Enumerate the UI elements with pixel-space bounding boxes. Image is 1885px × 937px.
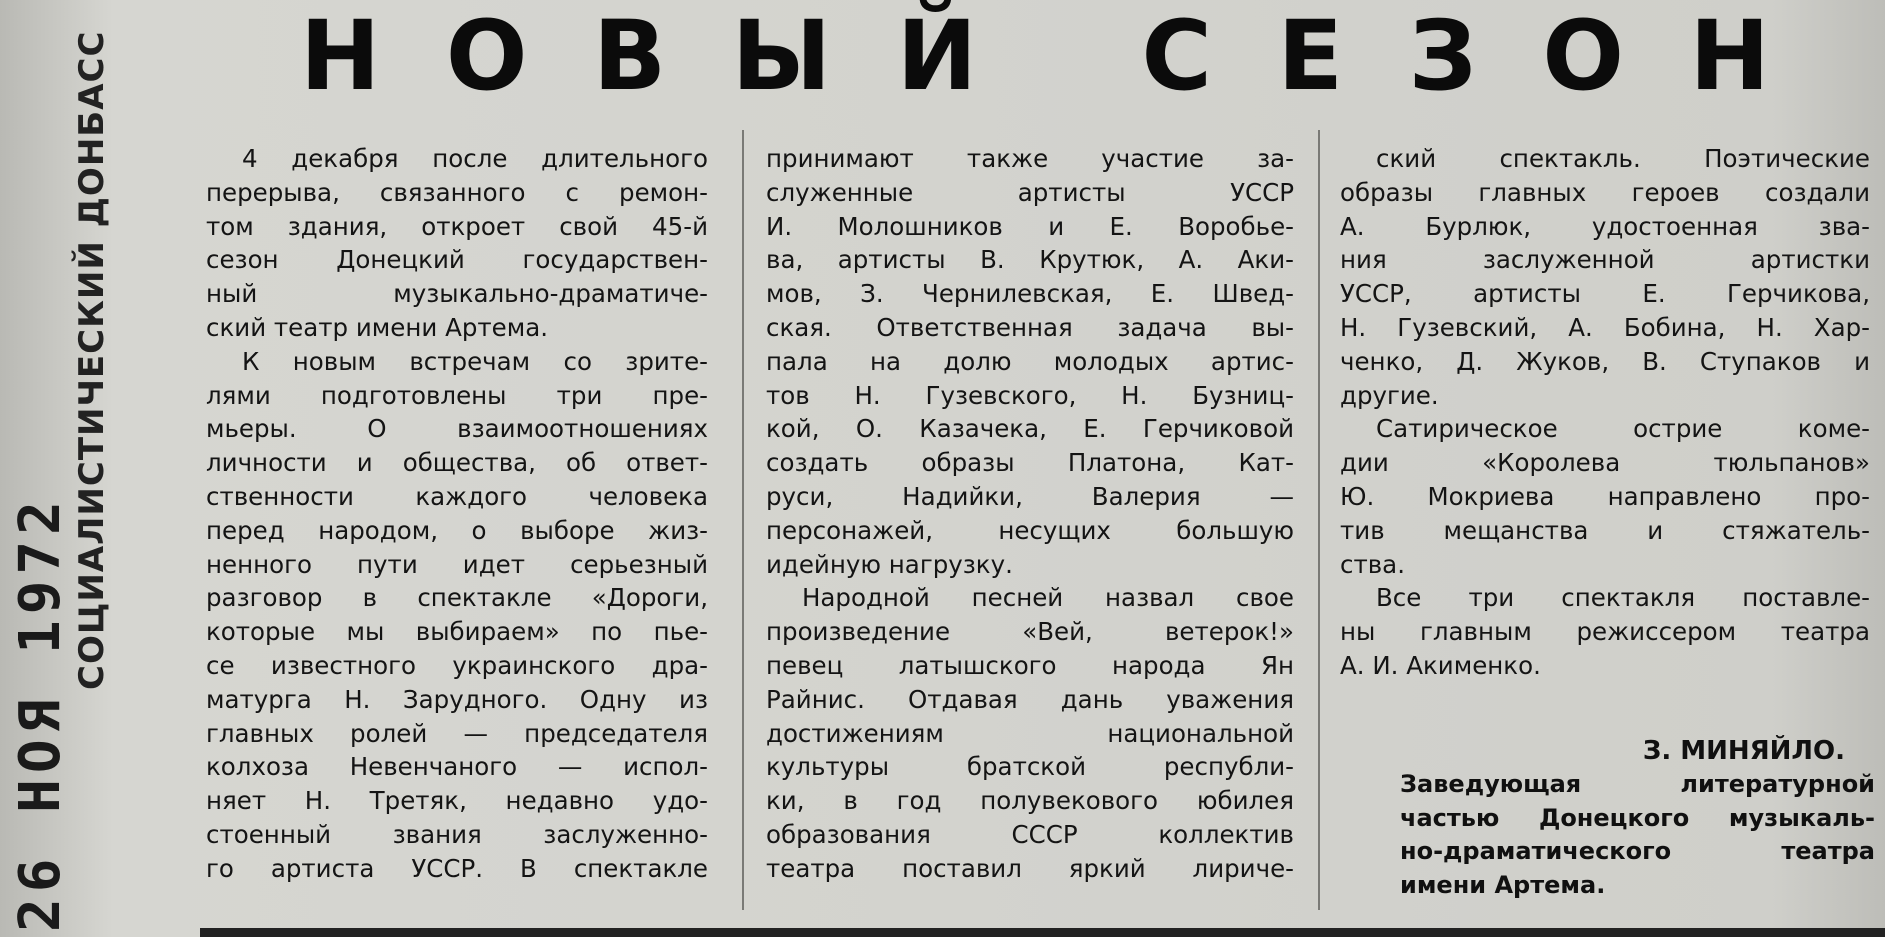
- author-role-line: имени Артема.: [1400, 870, 1606, 899]
- article-line: ченко, Д. Жуков, В. Ступаков и: [1340, 346, 1870, 376]
- author-name: З. МИНЯЙЛО.: [1642, 736, 1845, 766]
- article-line: мов, З. Чернилевская, Е. Швед-: [766, 279, 1294, 309]
- article-line: тив мещанства и стяжатель-: [1340, 515, 1870, 545]
- article-line: перед народом, о выборе жиз-: [206, 515, 708, 545]
- article-line: Все три спектакля поставле-: [1376, 583, 1870, 613]
- headline-letter: Н: [300, 0, 381, 112]
- article-line: А. И. Акименко.: [1340, 650, 1541, 680]
- article-line: ный музыкально-драматиче-: [206, 279, 708, 309]
- article-headline: [300, 0, 1770, 112]
- article-line: персонажей, несущих большую: [766, 515, 1294, 545]
- headline-letter: В: [593, 0, 667, 112]
- headline-letter: Н: [1689, 0, 1770, 112]
- article-line: И. Молошников и Е. Воробье-: [766, 211, 1294, 241]
- article-line: ская. Ответственная задача вы-: [766, 312, 1294, 342]
- article-line: дии «Королева тюльпанов»: [1340, 448, 1870, 478]
- article-line: тов Н. Гузевского, Н. Бузниц-: [766, 380, 1294, 410]
- article-line: ва, артисты В. Крутюк, А. Аки-: [766, 245, 1294, 275]
- article-line: Райнис. Отдавая дань уважения: [766, 684, 1294, 714]
- headline-letter: О: [445, 0, 528, 112]
- article-line: ский спектакль. Поэтические: [1376, 144, 1870, 173]
- article-line: колхоза Невенчаного — испол-: [206, 752, 708, 782]
- article-line: УССР, артисты Е. Герчикова,: [1340, 279, 1870, 309]
- article-line: Ю. Мокриева направлено про-: [1340, 481, 1870, 511]
- article-line: произведение «Вей, ветерок!»: [766, 617, 1294, 647]
- article-line: ния заслуженной артистки: [1340, 245, 1870, 275]
- bottom-rule: [200, 928, 1885, 937]
- article-line: том здания, откроет свой 45-й: [206, 211, 708, 241]
- article-line: создать образы Платона, Кат-: [766, 448, 1294, 478]
- article-line: мьеры. О взаимоотношениях: [206, 414, 708, 444]
- article-line: ки, в год полувекового юбилея: [766, 786, 1294, 816]
- article-line: принимают также участие за-: [766, 144, 1294, 173]
- article-line: театра поставил яркий лириче-: [766, 853, 1294, 883]
- author-role: [1400, 768, 1875, 902]
- article-line: ненного пути идет серьезный: [206, 549, 708, 579]
- column-divider: [742, 130, 744, 910]
- article-line: К новым встречам со зрите-: [242, 346, 708, 376]
- article-line: матурга Н. Зарудного. Одну из: [206, 684, 708, 714]
- author-role-line: Заведующая литературной: [1400, 770, 1875, 798]
- headline-letter: Ы: [731, 0, 832, 112]
- article-column-2: [766, 142, 1294, 886]
- article-column-3: [1340, 142, 1870, 683]
- article-line: культуры братской республи-: [766, 752, 1294, 782]
- article-line: лями подготовлены три пре-: [206, 380, 708, 410]
- newspaper-title-vertical: СОЦИАЛИСТИЧЕСКИЙ ДОНБАСС: [72, 30, 112, 690]
- article-line: образования СССР коллектив: [766, 819, 1294, 849]
- article-line: А. Бурлюк, удостоенная зва-: [1340, 211, 1870, 241]
- article-line: няет Н. Третяк, недавно удо-: [206, 786, 708, 816]
- article-line: ны главным режиссером театра: [1340, 617, 1870, 647]
- article-line: другие.: [1340, 380, 1439, 410]
- article-line: кой, О. Казачека, Е. Герчиковой: [766, 414, 1294, 444]
- article-line: стоенный звания заслуженно-: [206, 819, 708, 849]
- article-line: певец латышского народа Ян: [766, 650, 1294, 680]
- article-line: ства.: [1340, 549, 1405, 579]
- headline-letter: С: [1141, 0, 1212, 112]
- article-line: 4 декабря после длительного: [242, 144, 708, 173]
- article-line: го артиста УССР. В спектакле: [206, 853, 708, 883]
- article-line: сезон Донецкий государствен-: [206, 245, 708, 275]
- article-line: ский театр имени Артема.: [206, 312, 549, 342]
- headline-letter: Й: [896, 0, 978, 112]
- article-line: которые мы выбираем» по пье-: [206, 617, 708, 647]
- column-divider: [1318, 130, 1320, 910]
- article-line: главных ролей — председателя: [206, 718, 708, 748]
- author-role-line: но-драматического театра: [1400, 837, 1875, 865]
- headline-space: [1043, 0, 1076, 112]
- article-line: пала на долю молодых артис-: [766, 346, 1294, 376]
- headline-letter: Е: [1277, 0, 1344, 112]
- article-column-1: [206, 142, 708, 886]
- article-line: перерыва, связанного с ремон-: [206, 177, 708, 207]
- headline-letter: О: [1542, 0, 1624, 112]
- article-line: руси, Надийки, Валерия —: [766, 481, 1294, 511]
- article-line: достижениям национальной: [766, 718, 1294, 748]
- article-line: Сатирическое острие коме-: [1376, 414, 1870, 444]
- article-line: идейную нагрузку.: [766, 549, 1013, 579]
- author-role-line: частью Донецкого музыкаль-: [1400, 803, 1875, 832]
- article-line: ственности каждого человека: [206, 481, 708, 511]
- article-line: личности и общества, об ответ-: [206, 448, 708, 478]
- article-line: разговор в спектакле «Дороги,: [206, 583, 708, 613]
- article-line: образы главных героев создали: [1340, 177, 1870, 207]
- date-stamp: 26 НОЯ 1972: [8, 495, 73, 932]
- article-line: служенные артисты УССР: [766, 177, 1294, 207]
- headline-letter: З: [1408, 0, 1477, 112]
- article-line: Н. Гузевский, А. Бобина, Н. Хар-: [1340, 312, 1870, 342]
- article-line: Народной песней назвал свое: [802, 583, 1294, 613]
- article-line: се известного украинского дра-: [206, 650, 708, 680]
